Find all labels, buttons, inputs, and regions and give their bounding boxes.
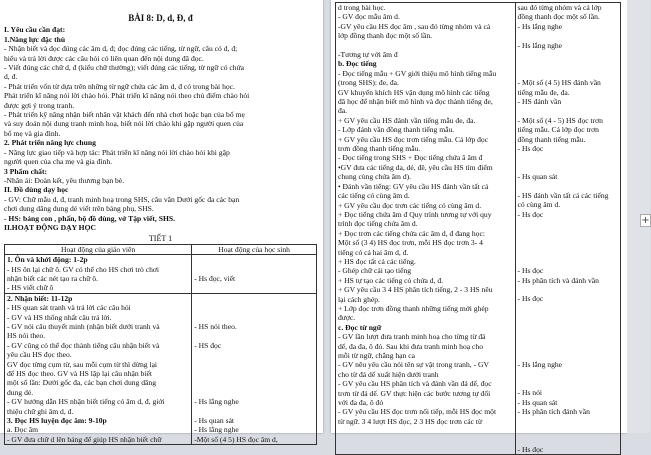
cell-line: GV khuyến khích HS vận dụng mô hình các tiếng (338, 87, 490, 97)
text-line: - Nhận biết và đọc đúng các âm d, đ; đọc đúng các tiếng, từ ngữ, câu có d, đ; (4, 44, 238, 54)
cell-line (338, 41, 513, 50)
teacher-cell (5, 255, 192, 294)
cell-line: có cùng âm d. (517, 200, 561, 210)
student-cell (192, 293, 317, 445)
cell-line: để HS đọc theo. GV và HS lặp lại câu nhận biết (7, 369, 152, 379)
cell-line: d trong bài học. (338, 3, 386, 12)
cell-line: - Hs quan sát (517, 397, 558, 407)
cell-line (518, 163, 618, 172)
cell-line: - Hs đọc (517, 444, 544, 454)
text-line: - Năng lực giao tiếp và hợp tác: Phát triển kĩ năng nói lời chào hỏi khi gặp (4, 147, 230, 157)
text-line: hiểu và trả lời được các câu hỏi có liên quan đến nội dung đã đọc. (4, 53, 204, 63)
materials-heading: II. Đồ dùng dạy học (4, 185, 69, 195)
cell-line: lớp đồng thanh đọc một số lần. (338, 31, 433, 41)
text-line: được gợi ý trong tranh. (4, 100, 75, 110)
cell-line: 3. Đọc HS luyện đọc âm: 9-10p (7, 416, 107, 426)
text-line: người quen của cha mẹ và gia đình. (4, 157, 113, 167)
text-line: - Phát triển vốn từ dựa trên những từ ngữ chứa các âm d, đ có trong bài học. (4, 81, 235, 91)
cell-line: - Hs đọc, viết (194, 273, 236, 283)
text-line: - Phát triển kỹ năng nhận biết nhân vật khách đến nhà chơi hoặc bạn của bố mẹ (4, 110, 245, 120)
cell-line: - Hs đọc (517, 209, 544, 219)
cell-line: -Một số (4 5) HS đọc âm d, (194, 434, 278, 444)
cell-line (518, 153, 618, 162)
cell-line: + GV yêu cầu 3 4 HS phân tích tiếng, 2 - 3 HS nêu (338, 285, 493, 295)
cell-line: tiếng có cả hai âm d, đ. (338, 247, 409, 257)
cell-line (518, 426, 618, 435)
cell-line: - Hs lắng nghe (517, 21, 563, 31)
cell-line (518, 257, 618, 266)
text-line: - Viết đúng các chữ d, đ (kiểu chữ thường); viết đúng các tiếng, từ ngữ có chứa (4, 63, 245, 73)
cell-line: - GV nói câu thuyết minh (nhận biết dưới tranh và (7, 322, 160, 331)
activity-table (4, 244, 317, 446)
student-column-header: Hoạt động của học sinh (192, 244, 317, 254)
cell-line: Một số (3 4) HS đọc trơn, mỗi HS đọc trơn 3- 4 (338, 238, 483, 248)
cell-line: trơn đồng thanh tiếng mẫu. (338, 144, 421, 154)
activity-table-continued (335, 2, 621, 455)
text-line: Phát triển kĩ năng nói lời chào hỏi. Phát triển kĩ năng nói theo chủ điểm chào hỏi (4, 91, 250, 101)
cell-line: thiệu chữ ghi âm d, đ. (7, 406, 74, 416)
cell-line: các tiếng có cùng âm d. (338, 191, 410, 201)
text-line: - GV: Chữ mẫu d, đ, tranh minh hoạ trong SHS, câu văn Dưới gốc đa các bạn (4, 194, 240, 204)
cell-line: với đa đa, ô đỏ (338, 398, 384, 408)
period-label: TIẾT 1 (148, 234, 173, 244)
cell-line: -Tương tự với âm đ (338, 50, 398, 60)
cell-line: 2. Nhận biết: 11-12p (7, 293, 73, 303)
cell-line (518, 313, 618, 322)
cell-line (518, 182, 618, 191)
student-cell (192, 255, 317, 294)
cell-line: - Hs đọc (517, 144, 544, 154)
cell-line: tiếng mẫu. Cả lớp đọc trơn (517, 125, 599, 135)
cell-line: GV đọc từng cụm từ, sau mỗi cụm từ thì dừng lại (7, 359, 158, 369)
cell-line (518, 351, 618, 360)
cell-line: c. Đọc từ ngữ (338, 322, 382, 332)
cell-line (518, 106, 618, 115)
cell-line: đồng thanh tiếng mẫu. (517, 134, 586, 144)
cell-line: đã học để nhận biết mô hình và đọc thành tiếng đe, (338, 97, 493, 107)
cell-line: đồng thanh đọc một số lần. (517, 12, 600, 22)
text-line: chơi dung dăng dung dẻ viết trên bảng phụ, SHS. (4, 204, 154, 214)
cell-line (518, 370, 618, 379)
cell-line (518, 341, 618, 350)
cell-line: •GV đưa các tiếng da, dẻ, đê, yêu cầu HS tìm điểm (338, 162, 493, 172)
add-page-button[interactable]: + (641, 215, 650, 226)
page-content (331, 0, 627, 455)
cell-line: một số lần: Dưới gốc đa, các bạn chơi dung dăng (7, 378, 157, 388)
cell-line: - HS viết chữ ô (7, 283, 54, 293)
cell-line: - GV và HS thống nhất câu trả lời. (7, 312, 112, 322)
cell-line: - HS ôn lại chữ ô. GV có thể cho HS chơi trò chơi (7, 264, 160, 274)
cell-line: - Hs quan sát (194, 415, 235, 425)
cell-line: yêu cầu HS đọc theo. (7, 350, 72, 360)
cell-line (518, 50, 618, 59)
cell-line: - Hs đọc (517, 266, 544, 276)
cell-line: trơn từ đá dế. GV thực hiện các bước tương tự đối (338, 388, 491, 398)
cell-line (518, 247, 618, 256)
cell-line: + GV yêu cầu HS đánh vần tiếng mẫu đe, đa. (338, 115, 476, 125)
cell-line (518, 332, 618, 341)
cell-line: - GV đọc mẫu âm d. (338, 12, 400, 22)
cell-line: + HS tự tạo các tiếng có chứa d, đ. (338, 275, 444, 285)
cell-line (518, 238, 618, 247)
cell-line: - Một số (4 5) HS đánh vần (517, 78, 601, 88)
cell-line: mỗi từ ngữ, chẳng hạn ca (338, 351, 415, 361)
cell-line: - Hs quan sát (517, 172, 558, 182)
cell-line: dung dẻ. (7, 387, 34, 397)
objectives-heading: I. Yêu cầu cần đạt: (4, 25, 66, 35)
cell-line: nhận biết các nét tạo ra chữ ô. (7, 273, 98, 283)
cell-line: từ ngữ. 3 4 lượt HS đọc, 2 3 HS đọc trơn các từ (338, 416, 483, 426)
cell-line: - HS đánh vần (517, 97, 562, 106)
activities-heading: II.HOẠT ĐỘNG DẠY HỌC (4, 222, 96, 232)
cell-line (518, 31, 618, 40)
cell-line: HS nói theo. (7, 331, 46, 341)
cell-line: - Hs phân tích và đánh vần (517, 275, 599, 285)
text-line: và suy đoán nội dung tranh minh hoạ, biết nói lời chào khi gặp người quen của (4, 119, 244, 129)
quality-heading: 3 Phẩm chất: (4, 166, 48, 176)
cell-line (518, 304, 618, 313)
cell-line: cho từ đá dế xuất hiện dưới tranh (338, 369, 439, 379)
lesson-title: BÀI 8: D, d, Đ, đ (128, 13, 193, 23)
teacher-cell (5, 293, 192, 445)
cell-line: 1. Ôn và khởi động: 1-2p (7, 255, 88, 265)
table-row (5, 255, 317, 294)
cell-line: a. Đọc âm (7, 425, 38, 435)
general-heading: 2. Phát triển năng lực chung (4, 138, 96, 148)
page-content (0, 14, 323, 445)
cell-line: (trong SHS): đe, đa. (338, 78, 399, 88)
text-line: bố mẹ và gia đình. (4, 128, 61, 138)
cell-line (518, 323, 618, 332)
cell-line: - HS nói theo. (194, 321, 237, 331)
cell-line: - GV đưa chữ d lên bảng để giúp HS nhận biết chữ (7, 434, 162, 444)
cell-line: - GV yêu cầu HS đọc trơn nối tiếp, mỗi HS đọc một (338, 407, 497, 417)
cell-line: - GV yêu cầu HS phân tích và đánh vần đá dế, đọc (338, 379, 492, 389)
cell-line: - GV hướng dẫn HS nhận biết tiếng có âm d, đ, giới (7, 397, 165, 407)
teacher-cell (336, 3, 516, 455)
student-cell (515, 3, 620, 455)
cell-line: - Ghép chữ cái tạo tiếng (338, 266, 412, 276)
students-materials: - HS: bảng con , phấn, bộ đồ dùng, vở Tập viết, SHS. (4, 213, 175, 223)
cell-line (518, 59, 618, 68)
cell-line (518, 417, 618, 426)
cell-line: tiếng mẫu đe, đa. (517, 87, 570, 97)
cell-line: • Đánh vần tiếng: GV yêu cầu HS đánh vần tất cả (338, 181, 489, 191)
cell-line (518, 379, 618, 388)
cell-line: - Một số (4 - 5) HS đọc trơn (517, 115, 603, 125)
text-line: d, đ. (4, 72, 18, 82)
cell-line (518, 219, 618, 228)
cell-line: - Lớp đánh vần đồng thanh tiếng mẫu. (338, 125, 455, 135)
cell-line: - HS quan sát tranh và trả lời các câu hỏi (7, 303, 131, 313)
cell-line: + Lớp đọc trơn đồng thanh những tiếng mới ghép (338, 303, 489, 313)
table-row (336, 3, 621, 455)
cell-line (518, 435, 618, 444)
skills-list (4, 44, 317, 138)
cell-line: - Hs lắng nghe (194, 425, 239, 435)
cell-line: + Đọc trơn các tiếng chứa các âm d, đ đang học: (338, 228, 485, 238)
table-header-row (5, 244, 317, 254)
document-page-right (331, 0, 627, 454)
skills-heading: 1.Năng lực đặc thù (4, 34, 66, 44)
cell-line: lại cách ghép. (338, 294, 380, 304)
cell-line (518, 69, 618, 78)
cell-line: - Hs phân tích đánh vần (517, 407, 590, 417)
cell-line: - Hs lắng nghe (517, 40, 563, 50)
cell-line: sau đó từng nhóm và cả lớp (517, 3, 602, 12)
cell-line: - Hs lắng nghe (194, 397, 239, 407)
table-row (5, 293, 317, 445)
cell-line: b. Đọc tiếng (338, 59, 377, 69)
cell-line: - Đọc tiếng mẫu + GV giới thiệu mô hình tiếng mẫu (338, 68, 497, 78)
cell-line: -GV yêu cầu HS đọc âm , sau đó từng nhóm và cả (338, 21, 491, 31)
cell-line: + HS đọc tất cả các tiếng. (338, 256, 416, 266)
cell-line (518, 229, 618, 238)
cell-line: + GV yêu cầu đọc trơn các tiếng có cùng âm d. (338, 200, 482, 210)
cell-line: - Đọc tiếng trong SHS + Đọc tiếng chứa â âm đ (338, 153, 483, 163)
teacher-column-header: Hoạt động của giáo viên (5, 244, 192, 254)
cell-line: - GV cũng có thể đọc thành tiếng câu nhận biết và (7, 340, 160, 350)
cell-line: dế, đa đa, ô đỏ. Sau khi đưa tranh minh hoạ cho (338, 341, 483, 351)
cell-line: - GV nêu yêu cầu nói tên sự vật trong tranh, - GV (338, 360, 489, 370)
cell-line: + Đọc tiếng chứa âm đ Quy trình tương tự với quy (338, 209, 492, 219)
text-line: -Nhân ái: Đoàn kết, yêu thương bạn bè. (4, 175, 125, 185)
document-page-left (0, 0, 323, 444)
cell-line: được. (338, 313, 356, 323)
cell-line (518, 285, 618, 294)
cell-line: - HS đánh vần tất cả các tiếng (517, 191, 609, 200)
cell-line: đa. (338, 106, 348, 116)
cell-line: - Hs nói (517, 388, 543, 398)
cell-line: trình đọc tiếng chứa âm d. (338, 219, 418, 229)
cell-line: - GV lần lượt đưa tranh minh hoạ cho từng từ đá (338, 332, 486, 342)
cell-line: - Hs đọc (517, 294, 544, 304)
cell-line: - Hs lắng nghe (517, 360, 563, 370)
cell-line: chung cùng chứa âm d). (338, 172, 412, 182)
cell-line: - HS đọc (194, 340, 222, 350)
cell-line: + GV yêu cầu HS đọc trơn tiếng mẫu. Cả lớp đọc (338, 134, 489, 144)
